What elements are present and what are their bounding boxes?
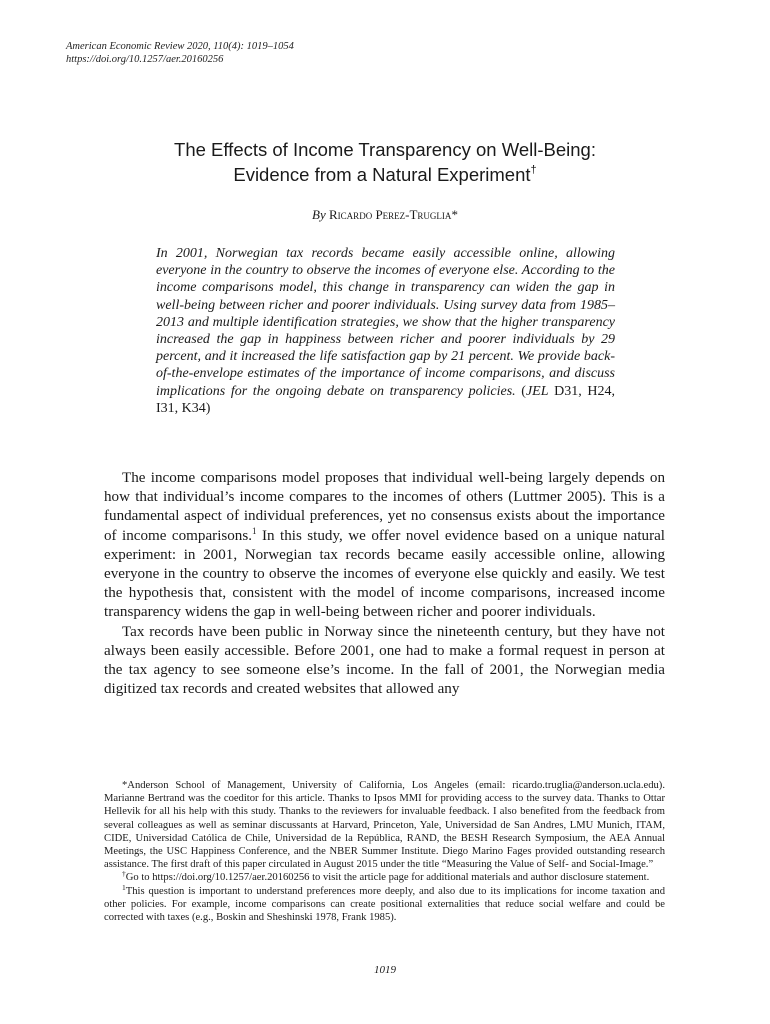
author-name: Ricardo Perez-Truglia [329, 207, 452, 222]
jel-code-list: D31, H24, I31, K34) [156, 383, 615, 416]
title-line-2-text: Evidence from a Natural Experiment [233, 164, 531, 185]
footnote-star-mark: * [122, 780, 128, 791]
jel-label: JEL [525, 383, 549, 399]
paper-title [0, 137, 770, 187]
footnote-1-text: This question is important to understand preferences more deeply, and also due to its implications for income taxation and other policies. For example, income comparisons can create positional externalities that reduce social welfare and could be corrected with taxes (e.g., Boskin and Sheshinski 1978, Frank 1985). [104, 885, 665, 924]
title-line-2 [0, 162, 770, 187]
paragraph-1-part-b: In this study, we offer novel evidence based on a unique natural experiment: in 2001, Norwegian tax records became easily accessible online, allowing everyone in the country to observe the incomes of everyone else quickly and easily. We test the hypothesis that, consistent with the model of income comparisons, increased income transparency widens the gap in well-being between richer and poorer individuals. [104, 527, 665, 621]
footnote-dagger-mark: † [122, 869, 126, 879]
page-number: 1019 [374, 964, 396, 976]
footnote-1-number: 1 [122, 882, 126, 892]
footnote-dagger [104, 871, 665, 884]
running-header [66, 40, 294, 66]
footnote-1-mark[interactable]: 1 [252, 525, 257, 536]
footnote-dagger-text: Go to https://doi.org/10.1257/aer.20160256 to visit the article page for additional materials and author disclosure statement. [125, 872, 650, 884]
journal-citation: American Economic Review 2020, 110(4): 1019–1054 [66, 41, 294, 52]
dagger-footnote-mark[interactable]: † [530, 164, 537, 176]
doi-link[interactable]: https://doi.org/10.1257/aer.20160256 [66, 54, 224, 65]
body-text [104, 469, 665, 699]
footnote-star-text: Anderson School of Management, University of California, Los Angeles (email: ricardo.truglia@anderson.ucla.edu). Marianne Bertrand was the coeditor for this article. Thanks to Ipsos MMI for providing access to the survey data. Thanks to Ottar Hellevik for all his help with this study. Thanks to the reviewers for invaluable feedback. I also benefited from the feedback from several colleagues as well as seminar discussants at Harvard, Princeton, Yale, Universidad de San Andres, LMU Munich, ITAM, CIDE, Universidad Católica de Chile, Universidad de la República, RAND, the BESH Research Symposium, the AEA Annual Meetings, the USC Happiness Conference, and the NBER Summer Institute. Diego Marino Fages provided outstanding research assistance. The first draft of this paper circulated in August 2015 under the title “Measuring the Value of Self- and Social-Image.” [104, 780, 665, 871]
author-byline [0, 207, 770, 223]
byline-by: By [312, 207, 326, 222]
footnote-star [104, 779, 665, 871]
body-paragraph-1 [104, 469, 665, 623]
paragraph-1-part-a: The income comparisons model proposes that individual well-being largely depends on how that individual’s income compares to the incomes of others (Luttmer 2005). This is a fundamental aspect of individual preferences, yet no consensus exists about the importance of income comparisons. [104, 470, 665, 544]
footnote-1 [104, 882, 665, 925]
jel-open-paren: ( [521, 383, 526, 399]
body-paragraph-2: Tax records have been public in Norway since the nineteenth century, but they have not always been easily accessible. Before 2001, one had to make a formal request in person at the tax agency to see someone else’s income. In the fall of 2001, the Norwegian media digitized tax records and created websites that allowed any [104, 623, 665, 698]
abstract-text: In 2001, Norwegian tax records became easily accessible online, allowing everyone in the country to observe the incomes of everyone else. According to the income comparisons model, this change in transparency can widen the gap in well-being between richer and poorer individuals. Using survey data from 1985–2013 and multiple identification strategies, we show that the higher transparency increased the gap in happiness between richer and poorer individuals by 29 percent, and it increased the life satisfaction gap by 21 percent. We provide back-of-the-envelope estimates of the importance of income comparisons, and discuss implications for the ongoing debate on transparency policies. [156, 246, 615, 399]
abstract [156, 245, 615, 417]
title-line-1: The Effects of Income Transparency on Well-Being: [174, 139, 596, 160]
author-footnote-mark[interactable]: * [451, 207, 458, 222]
footnotes [104, 779, 665, 924]
